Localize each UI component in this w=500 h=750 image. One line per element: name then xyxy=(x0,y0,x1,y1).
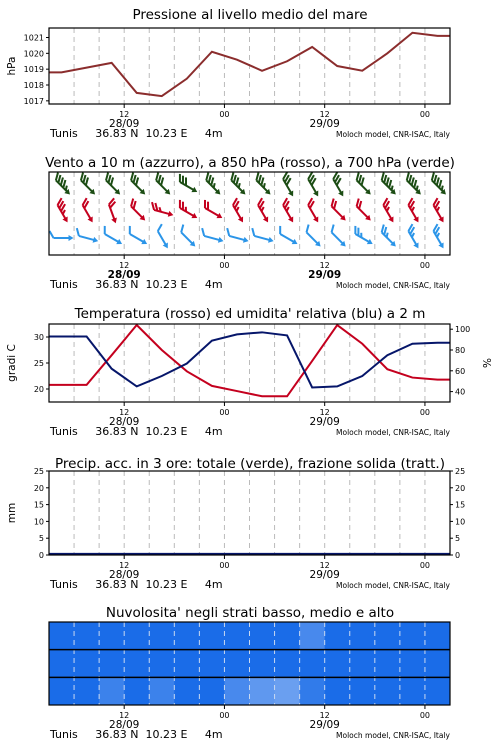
wind-barb xyxy=(153,224,174,250)
cloud-cell xyxy=(199,677,225,705)
wind-barb xyxy=(402,173,426,197)
panel-title: Nuvolosita' negli strati basso, medio e alto xyxy=(105,605,395,621)
cloud-cell xyxy=(425,677,451,705)
cloud-cell xyxy=(99,622,125,650)
y-tick-label: 10 xyxy=(33,517,44,527)
date-label: 29/09 xyxy=(309,118,340,130)
cloud-cell xyxy=(149,650,175,678)
cloud-cell xyxy=(325,650,351,678)
wind-barb xyxy=(126,199,150,223)
cloud-cell xyxy=(224,677,250,705)
y2-tick-label: 25 xyxy=(455,467,466,476)
x-tick-label: 00 xyxy=(219,408,230,417)
cloud-cell xyxy=(325,677,351,705)
x-tick-label: 12 xyxy=(319,261,330,270)
y-tick-label: 1018 xyxy=(23,81,44,90)
x-tick-label: 12 xyxy=(119,408,130,417)
cloud-cell xyxy=(174,650,200,678)
cloud-cell xyxy=(300,650,326,678)
location-label: Tunis 36.83 N 10.23 E 4m xyxy=(50,425,223,438)
cloud-cell xyxy=(250,622,276,650)
cloud-cell xyxy=(375,650,401,678)
x-tick-label: 00 xyxy=(419,561,431,570)
date-label: 29/09 xyxy=(309,569,340,581)
cloud-cell xyxy=(325,622,351,650)
cloud-cell xyxy=(199,650,225,678)
wind-barb xyxy=(327,225,351,249)
wind-barb xyxy=(200,228,226,244)
x-tick-label: 00 xyxy=(219,261,230,270)
x-tick-label: 12 xyxy=(119,110,130,119)
wind-barb xyxy=(151,173,175,197)
cloud-cell xyxy=(425,622,451,650)
cloud-cell xyxy=(350,650,376,678)
cloud-cell xyxy=(199,622,225,650)
x-tick-label: 00 xyxy=(219,110,230,119)
x-tick-label: 00 xyxy=(419,110,431,119)
wind-barb xyxy=(377,225,401,249)
cloud-cell xyxy=(124,650,150,678)
cloud-cell xyxy=(49,622,75,650)
model-credit: Moloch model, CNR-ISAC, Italy xyxy=(336,281,450,290)
y-tick-label: 25 xyxy=(33,359,44,368)
cloud-cell xyxy=(174,677,200,705)
date-label: 28/09 xyxy=(109,118,140,130)
wind-barb xyxy=(100,226,126,247)
x-tick-label: 00 xyxy=(419,261,431,270)
y-tick-label: 1019 xyxy=(23,65,44,75)
location-label: Tunis 36.83 N 10.23 E 4m xyxy=(50,578,223,591)
y-tick-label: 1021 xyxy=(23,33,44,43)
wind-barb xyxy=(327,199,351,223)
cloud-cell xyxy=(375,677,401,705)
wind-barb xyxy=(278,198,299,224)
panel-title: Pressione al livello medio del mare xyxy=(132,7,368,23)
cloud-cell xyxy=(375,622,401,650)
wind-barb xyxy=(352,173,376,197)
cloud-cell xyxy=(275,650,301,678)
cloud-cell xyxy=(174,622,200,650)
cloud-cell xyxy=(149,677,175,705)
x-tick-label: 12 xyxy=(319,110,330,119)
x-tick-label: 00 xyxy=(419,408,431,417)
wind-barb xyxy=(350,226,376,247)
location-label: Tunis 36.83 N 10.23 E 4m xyxy=(50,728,223,741)
cloud-cell xyxy=(300,677,326,705)
x-tick-label: 12 xyxy=(319,408,330,417)
x-tick-label: 12 xyxy=(319,711,330,720)
panel-3 xyxy=(6,306,494,438)
panel-1 xyxy=(6,7,451,140)
wind-barb xyxy=(226,173,250,197)
wind-barb xyxy=(352,199,376,223)
y-tick-label: 1020 xyxy=(23,49,44,59)
date-label: 29/09 xyxy=(309,416,340,428)
wind-barb xyxy=(429,224,450,250)
date-label: 28/09 xyxy=(109,719,140,731)
y-tick-label: 25 xyxy=(33,467,44,476)
model-credit: Moloch model, CNR-ISAC, Italy xyxy=(336,130,450,139)
cloud-cell xyxy=(400,622,426,650)
wind-barb xyxy=(427,173,451,197)
panel-title: Vento a 10 m (azzurro), a 850 hPa (rosso), a 700 hPa (verde) xyxy=(45,155,455,171)
wind-barb xyxy=(429,198,450,224)
cloud-cell xyxy=(124,622,150,650)
model-credit: Moloch model, CNR-ISAC, Italy xyxy=(336,428,450,437)
cloud-cell xyxy=(250,677,276,705)
cloud-cell xyxy=(350,677,376,705)
wind-barb xyxy=(78,198,99,224)
y2-tick-label: 15 xyxy=(455,500,466,510)
wind-barb xyxy=(225,228,251,244)
wind-barb xyxy=(76,173,100,197)
x-tick-label: 00 xyxy=(219,711,230,720)
cloud-cell xyxy=(425,650,451,678)
y2-tick-label: 20 xyxy=(455,483,466,493)
date-label: 28/09 xyxy=(107,269,141,281)
y-axis-label: gradi C xyxy=(6,344,18,382)
cloud-cell xyxy=(400,650,426,678)
cloud-cell xyxy=(124,677,150,705)
x-tick-label: 12 xyxy=(119,711,130,720)
y2-tick-label: 60 xyxy=(455,366,466,376)
y-tick-label: 20 xyxy=(33,483,44,493)
cloud-cell xyxy=(275,677,301,705)
cloud-cell xyxy=(99,677,125,705)
panel-4 xyxy=(6,456,465,591)
location-label: Tunis 36.83 N 10.23 E 4m xyxy=(50,127,223,140)
wind-barb xyxy=(175,200,201,221)
wind-barb xyxy=(105,198,123,224)
y-tick-label: 5 xyxy=(38,534,44,544)
wind-barb xyxy=(304,198,325,224)
wind-barb xyxy=(251,173,275,197)
cloud-cell xyxy=(300,622,326,650)
panel-5 xyxy=(49,605,451,741)
x-tick-label: 12 xyxy=(119,261,130,270)
wind-barb xyxy=(250,228,276,244)
wind-barb xyxy=(253,198,274,224)
cloud-cell xyxy=(275,622,301,650)
x-tick-label: 12 xyxy=(319,561,330,570)
wind-barb xyxy=(377,173,401,197)
wind-barb xyxy=(101,173,125,197)
wind-barb xyxy=(175,174,201,195)
wind-barb xyxy=(275,226,301,247)
cloud-cell xyxy=(400,677,426,705)
date-label: 29/09 xyxy=(309,719,340,731)
wind-barb xyxy=(278,172,299,198)
wind-barb xyxy=(329,172,350,198)
wind-barb xyxy=(74,228,100,244)
x-tick-label: 12 xyxy=(119,561,130,570)
date-label: 28/09 xyxy=(109,416,140,428)
cloud-cell xyxy=(250,650,276,678)
panel-title: Precip. acc. in 3 ore: totale (verde), frazione solida (tratt.) xyxy=(55,456,445,472)
wind-barb xyxy=(404,198,425,224)
wind-barb xyxy=(228,198,249,224)
wind-barb xyxy=(126,173,150,197)
date-label: 29/09 xyxy=(308,269,342,281)
date-label: 28/09 xyxy=(109,569,140,581)
wind-barb xyxy=(201,173,225,197)
wind-barb xyxy=(125,226,151,247)
model-credit: Moloch model, CNR-ISAC, Italy xyxy=(336,581,450,590)
wind-barb xyxy=(50,231,74,241)
panel-title: Temperatura (rosso) ed umidita' relativa (blu) a 2 m xyxy=(74,306,426,322)
y2-axis-label: % xyxy=(482,358,494,368)
cloud-cell xyxy=(74,677,100,705)
panel-2 xyxy=(45,155,455,291)
cloud-cell xyxy=(350,622,376,650)
wind-barb xyxy=(404,224,425,250)
y-tick-label: 0 xyxy=(38,551,44,560)
wind-barb xyxy=(379,198,400,224)
cloud-cell xyxy=(49,677,75,705)
cloud-cell xyxy=(224,650,250,678)
y2-tick-label: 40 xyxy=(455,387,466,397)
cloud-cell xyxy=(74,622,100,650)
cloud-cell xyxy=(74,650,100,678)
cloud-cell xyxy=(149,622,175,650)
cloud-cell xyxy=(99,650,125,678)
y2-tick-label: 0 xyxy=(455,551,461,560)
y-tick-label: 20 xyxy=(33,385,44,394)
x-tick-label: 00 xyxy=(219,561,230,570)
y2-tick-label: 100 xyxy=(455,325,471,335)
wind-barb xyxy=(51,173,75,197)
y-axis-label: mm xyxy=(6,502,18,524)
x-tick-label: 00 xyxy=(419,711,431,720)
y2-tick-label: 10 xyxy=(455,517,466,527)
wind-barb xyxy=(302,225,326,249)
wind-barb xyxy=(304,172,325,198)
wind-barb xyxy=(176,225,200,249)
cloud-cell xyxy=(224,622,250,650)
wind-barb xyxy=(200,200,226,221)
y-axis-label: hPa xyxy=(6,56,18,76)
y2-tick-label: 80 xyxy=(455,346,466,355)
y-tick-label: 1017 xyxy=(23,96,44,106)
y-tick-label: 15 xyxy=(33,500,44,510)
cloud-cell xyxy=(49,650,75,678)
location-label: Tunis 36.83 N 10.23 E 4m xyxy=(50,278,223,291)
y-tick-label: 30 xyxy=(33,333,44,342)
wind-barb xyxy=(53,198,74,224)
model-credit: Moloch model, CNR-ISAC, Italy xyxy=(336,731,450,740)
y2-tick-label: 5 xyxy=(455,534,461,544)
wind-barb xyxy=(149,202,175,218)
